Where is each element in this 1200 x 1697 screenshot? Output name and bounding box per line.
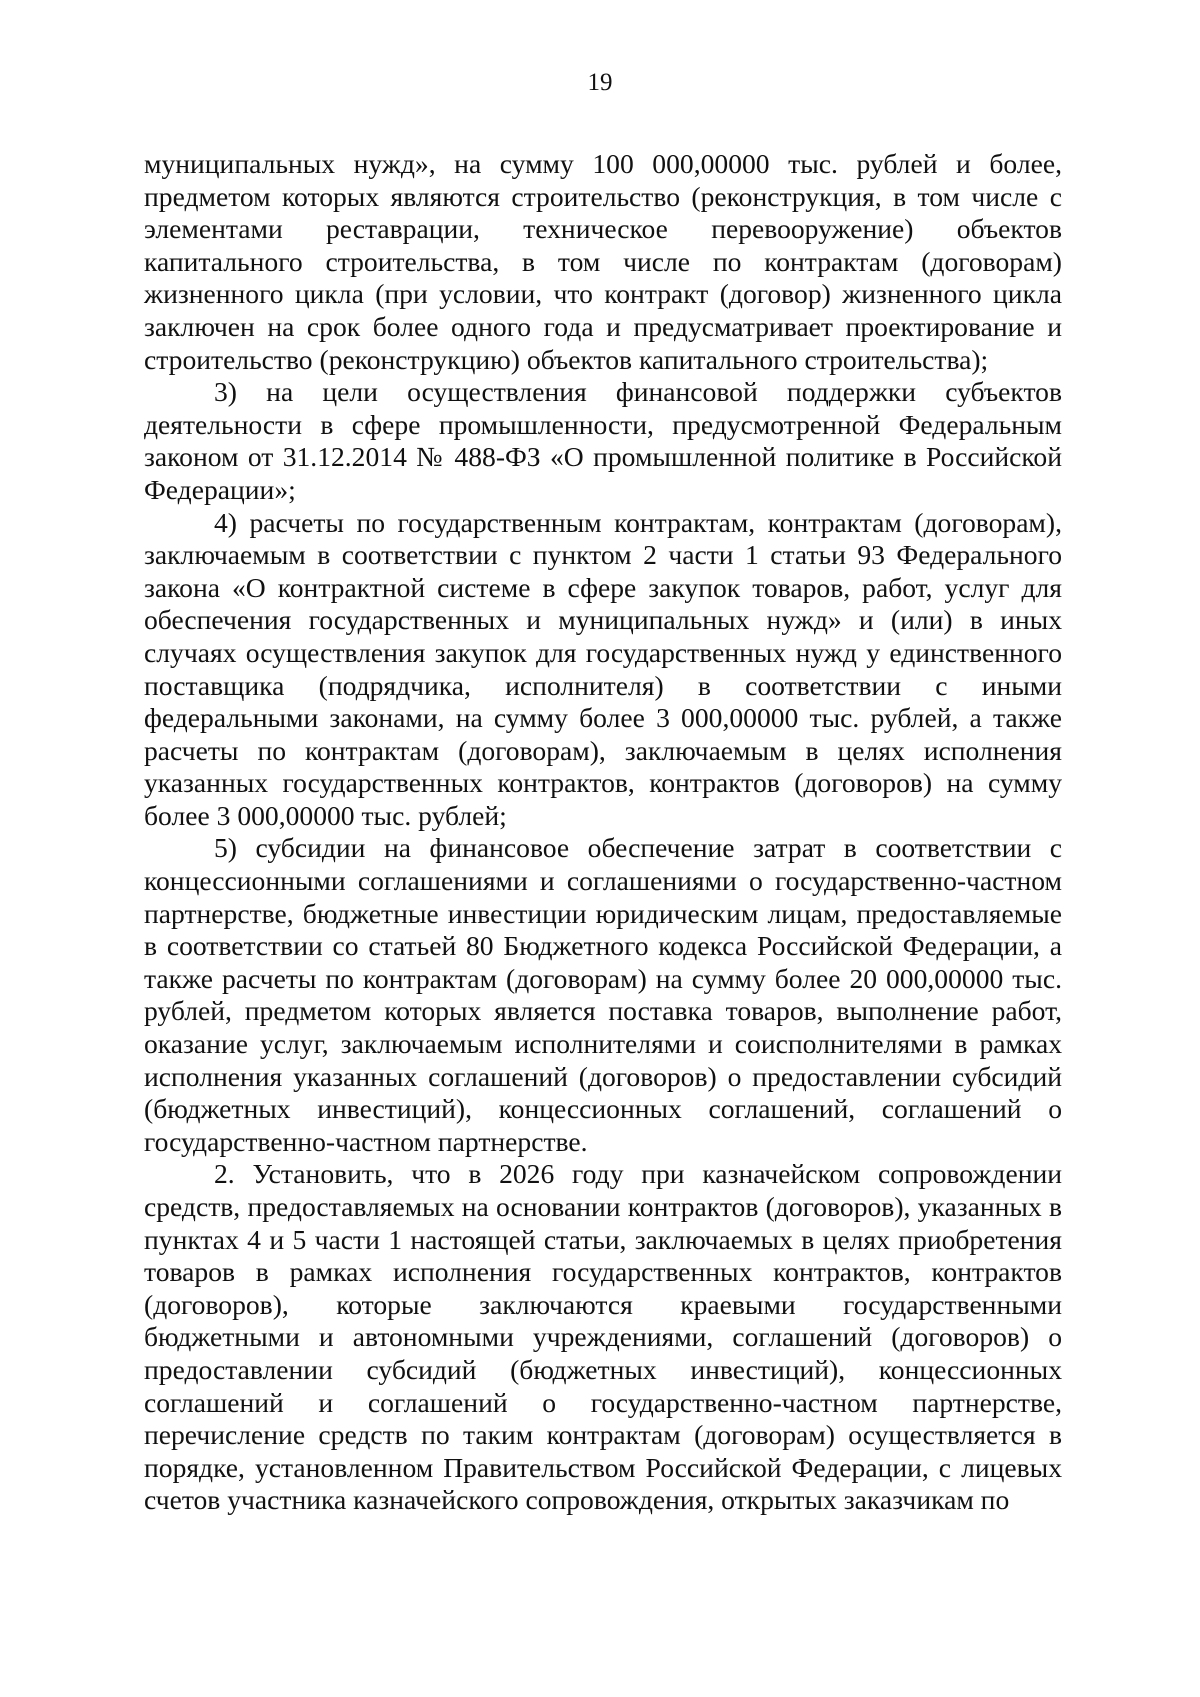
paragraph-continuation: муниципальных нужд», на сумму 100 000,00000 тыс. рублей и более, предметом которых являются строительство (реконструкция, в том числе с элементами реставрации, техническое перевооружение) объектов капитального строительства, в том числе по контрактам (договорам) жизненного цикла (при условии, что контракт (договор) жизненного цикла заключен на срок более одного года и предусматривает проектирование и строительство (реконструкцию) объектов капитального строительства); [144,148,1062,375]
document-body [144,148,1062,1517]
paragraph-item-4: 4) расчеты по государственным контрактам, контрактам (договорам), заключаемым в соответствии с пунктом 2 части 1 статьи 93 Федерального закона «О контрактной системе в сфере закупок товаров, работ, услуг для обеспечения государственных и муниципальных нужд» и (или) в иных случаях осуществления закупок для государственных нужд у единственного поставщика (подрядчика, исполнителя) в соответствии с иными федеральными законами, на сумму более 3 000,00000 тыс. рублей, а также расчеты по контрактам (договорам), заключаемым в целях исполнения указанных государственных контрактов, контрактов (договоров) на сумму более 3 000,00000 тыс. рублей; [144,506,1062,831]
paragraph-clause-2: 2. Установить, что в 2026 году при казначейском сопровождении средств, предоставляемых на основании контрактов (договоров), указанных в пунктах 4 и 5 части 1 настоящей статьи, заключаемых в целях приобретения товаров в рамках исполнения государственных контрактов, контрактов (договоров), которые заключаются краевыми государственными бюджетными и автономными учреждениями, соглашений (договоров) о предоставлении субсидий (бюджетных инвестиций), концессионных соглашений и соглашений о государственно-частном партнерстве, перечисление средств по таким контрактам (договорам) осуществляется в порядке, установленном Правительством Российской Федерации, с лицевых счетов участника казначейского сопровождения, открытых заказчикам по [144,1158,1062,1516]
page-number: 19 [587,69,613,96]
paragraph-item-5: 5) субсидии на финансовое обеспечение затрат в соответствии с концессионными соглашениями и соглашениями о государственно-частном партнерстве, бюджетные инвестиции юридическим лицам, предоставляемые в соответствии со статьей 80 Бюджетного кодекса Российской Федерации, а также расчеты по контрактам (договорам) на сумму более 20 000,00000 тыс. рублей, предметом которых является поставка товаров, выполнение работ, оказание услуг, заключаемым исполнителями и соисполнителями в рамках исполнения указанных соглашений (договоров) о предоставлении субсидий (бюджетных инвестиций), концессионных соглашений, соглашений о государственно-частном партнерстве. [144,832,1062,1157]
paragraph-item-3: 3) на цели осуществления финансовой поддержки субъектов деятельности в сфере промышленности, предусмотренной Федеральным законом от 31.12.2014 № 488-ФЗ «О промышленной политике в Российской Федерации»; [144,376,1062,505]
